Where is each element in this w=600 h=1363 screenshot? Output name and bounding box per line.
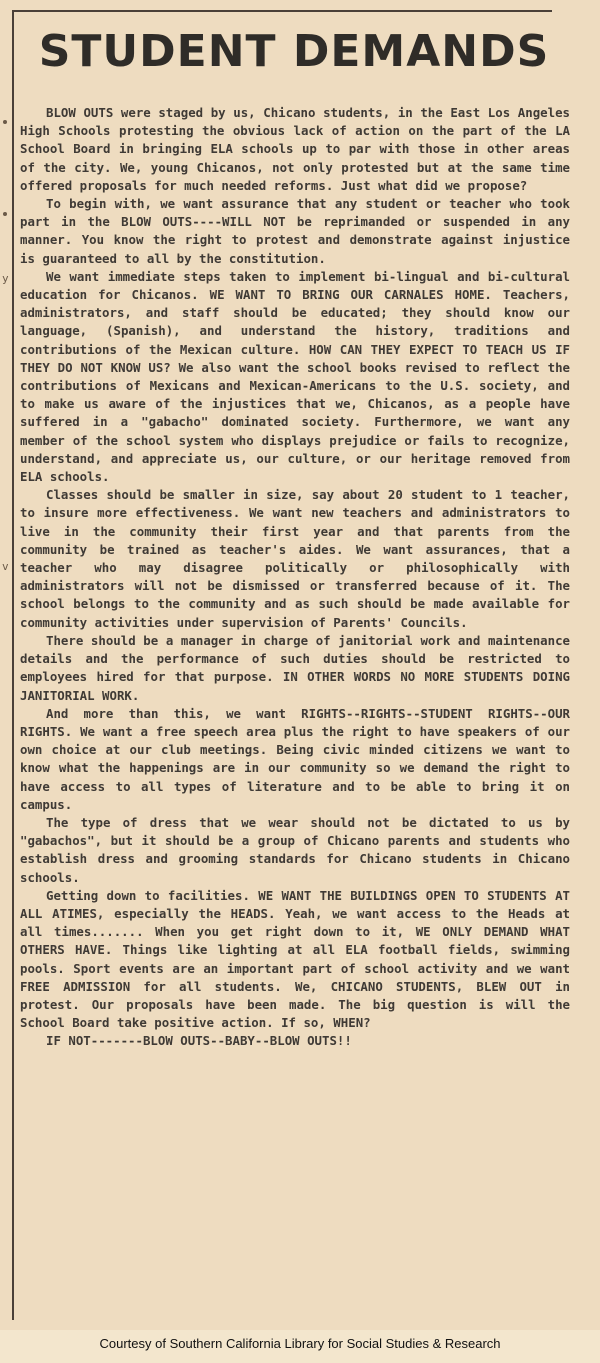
column-rule-top <box>12 10 552 12</box>
paragraph: To begin with, we want assurance that any student or teacher who took part in the BLOW OUTS----WILL NOT be reprimanded or suspended in any manner. You know the right to protest and demonstrate against injustice is guaranteed to all by the constitution. <box>20 196 570 266</box>
paragraph: IF NOT-------BLOW OUTS--BABY--BLOW OUTS!! <box>46 1033 352 1049</box>
image-credit: Courtesy of Southern California Library for Social Studies & Research <box>99 1336 501 1351</box>
article-body <box>20 104 570 1051</box>
paragraph: Getting down to facilities. WE WANT THE BUILDINGS OPEN TO STUDENTS AT ALL ATIMES, especially the HEADS. Yeah, we want access to the Heads at all times....... When you get right down to it, WE ONLY DEMAND WHAT OTHERS HAVE. Things like lighting at all ELA football fields, swimming pools. Sport events are an important part of school activity and we want FREE ADMISSION for all students. We, CHICANO STUDENTS, BLEW OUT in protest. Our proposals have been made. The big question is will the School Board take positive action. If so, WHEN? <box>20 887 570 1031</box>
margin-mark: v <box>2 560 9 573</box>
margin-mark: y <box>2 272 9 285</box>
paragraph: Classes should be smaller in size, say about 20 student to 1 teacher, to insure more effectiveness. We want new teachers and administrators to live in the community their first year and that parents from the community be trained as teacher's aides. We want assurances, that a teacher who may disagree politically or philosophically with administrators will not be dismissed or transferred because of it. The school belongs to the community and as such should be made available for community activities under supervision of Parents' Councils. <box>20 487 570 630</box>
paragraph: And more than this, we want RIGHTS--RIGHTS--STUDENT RIGHTS--OUR RIGHTS. We want a free speech area plus the right to have speakers of our own choice at our club meetings. Being civic minded citizens we want to know what the happenings are in our community so we demand the right to have access to all types of literature and to be able to bring it on campus. <box>20 705 570 812</box>
paragraph: The type of dress that we wear should not be dictated to us by "gabachos", but it should be a group of Chicano parents and students who establish dress and grooming standards for Chicano students in Chicano schools. <box>20 814 570 885</box>
article-headline: STUDENT DEMANDS <box>38 26 550 77</box>
margin-dot <box>3 120 7 124</box>
column-rule-left <box>12 10 14 1320</box>
paragraph: We want immediate steps taken to implement bi-lingual and bi-cultural education for Chicanos. WE WANT TO BRING OUR CARNALES HOME. Teachers, administrators, and staff should be educated; they should know our language, (Spanish), and understand the history, traditions and contributions of the Mexican culture. HOW CAN THEY EXPECT TO TEACH US IF THEY DO NOT KNOW US? We also want the school books revised to reflect the contributions of Mexicans and Mexican-Americans to the U.S. society, and to make us aware of the injustices that we, Chicanos, as a people have suffered in a "gabacho" dominated society. Furthermore, we want any member of the school system who displays prejudice or fails to recognize, understand, and appreciate us, our culture, or our heritage removed from ELA schools. <box>20 268 570 485</box>
paragraph: BLOW OUTS were staged by us, Chicano students, in the East Los Angeles High Schools protesting the obvious lack of action on the part of the LA School Board in bringing ELA schools up to par with those in other areas of the city. We, young Chicanos, not only protested but at the same time offered proposals for much needed reforms. Just what did we propose? <box>20 105 570 193</box>
paragraph: There should be a manager in charge of janitorial work and maintenance details and the performance of such duties should be restricted to employees hired for that purpose. IN OTHER WORDS NO MORE STUDENTS DOING JANITORIAL WORK. <box>20 632 570 703</box>
margin-dot <box>3 212 7 216</box>
